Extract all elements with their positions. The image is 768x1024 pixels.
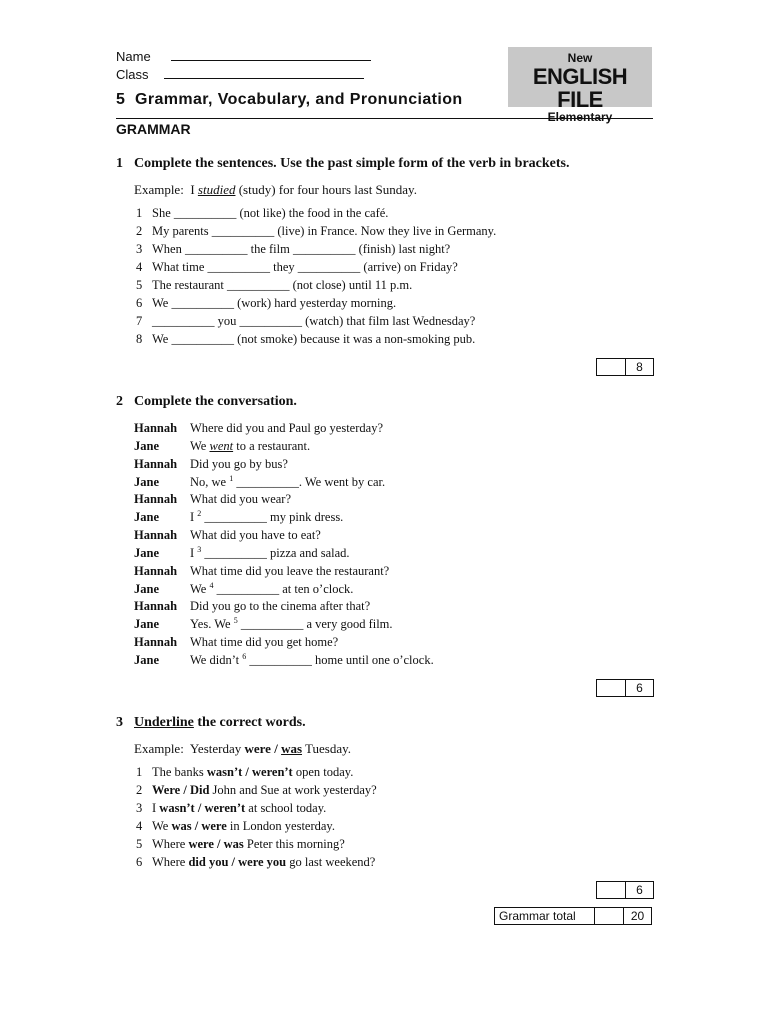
- gap-number: 4: [209, 580, 214, 590]
- ex3-score-max: 6: [636, 883, 643, 897]
- speaker-name: Hannah: [134, 456, 178, 471]
- line-text: [190, 475, 385, 489]
- speaker-name: Hannah: [134, 635, 178, 650]
- word-choices[interactable]: was / were: [171, 819, 227, 833]
- line-pre: We: [190, 438, 210, 453]
- item-text: __________ you __________ (watch) that film last Wednesday?: [152, 314, 476, 328]
- item-text: What time __________ they __________ (arrive) on Friday?: [152, 260, 458, 274]
- line-text: [190, 546, 350, 560]
- line-text: [190, 528, 321, 542]
- line-text: [190, 421, 383, 435]
- ex1-item[interactable]: [136, 242, 496, 260]
- item-post: go last weekend?: [286, 855, 376, 869]
- gap-number: 6: [242, 651, 247, 661]
- item-text: She __________ (not like) the food in the café.: [152, 206, 389, 220]
- item-text: When __________ the film __________ (finish) last night?: [152, 242, 451, 256]
- conversation: [134, 419, 434, 669]
- item-number: 1: [136, 765, 143, 779]
- item-number: 6: [136, 296, 143, 310]
- word-choices[interactable]: wasn’t / weren’t: [206, 765, 293, 779]
- item-post: at school today.: [245, 801, 327, 815]
- line-text: [190, 457, 288, 471]
- line-text: [190, 617, 393, 631]
- conversation-line[interactable]: [134, 508, 434, 526]
- line-pre: What did you wear?: [190, 492, 292, 507]
- item-text: My parents __________ (live) in France. Now they live in Germany.: [152, 224, 497, 238]
- ex3-score-entry[interactable]: [597, 882, 626, 898]
- gap-number: 2: [197, 509, 202, 519]
- line-pre: I: [190, 545, 198, 560]
- speaker-name: Jane: [134, 581, 159, 596]
- logo-main: ENGLISH FILE: [532, 64, 628, 112]
- name-field[interactable]: [171, 49, 371, 61]
- speaker-name: Hannah: [134, 528, 178, 543]
- item-number: 6: [136, 855, 143, 869]
- ex3-item[interactable]: [136, 837, 377, 855]
- item-number: 1: [136, 206, 143, 220]
- item-pre: We: [152, 819, 172, 833]
- logo-top: New: [567, 51, 593, 65]
- name-row: [116, 49, 371, 64]
- gap-number: 3: [197, 544, 202, 554]
- ex3-example-option-a: were /: [244, 741, 282, 756]
- line-pre: We: [190, 581, 210, 596]
- line-pre: Did you go by bus?: [190, 456, 288, 471]
- ex1-item[interactable]: [136, 296, 496, 314]
- ex3-item[interactable]: [136, 783, 377, 801]
- ex1-heading: [116, 156, 569, 172]
- ex3-item[interactable]: [136, 765, 377, 783]
- ex1-item[interactable]: [136, 224, 496, 242]
- item-post: John and Sue at work yesterday?: [209, 783, 377, 797]
- conversation-line[interactable]: [134, 651, 434, 669]
- line-text: [190, 564, 389, 578]
- item-pre: Where: [152, 837, 189, 851]
- ex3-item[interactable]: [136, 819, 377, 837]
- ex3-example-option-b: was: [281, 741, 303, 756]
- ex1-item[interactable]: [136, 278, 496, 296]
- gap-number: 5: [233, 616, 238, 626]
- ex2-heading: [116, 394, 297, 410]
- ex1-example-pre: Example: I: [134, 182, 198, 197]
- ex3-item[interactable]: [136, 855, 377, 873]
- ex1-score-max: 8: [636, 360, 643, 374]
- item-text: The restaurant __________ (not close) until 11 p.m.: [152, 278, 413, 292]
- line-pre: What time did you get home?: [190, 635, 339, 650]
- ex1-number: 1: [116, 156, 123, 171]
- ex3-score-box: [596, 881, 654, 899]
- ex1-item[interactable]: [136, 260, 496, 278]
- ex2-score-box: [596, 679, 654, 697]
- item-number: 3: [136, 242, 143, 256]
- speaker-name: Jane: [134, 474, 159, 489]
- line-text: [190, 635, 338, 649]
- ex2-instruction: Complete the conversation.: [134, 394, 297, 409]
- item-post: in London yesterday.: [226, 819, 335, 833]
- speaker-name: Jane: [134, 652, 159, 667]
- line-text: [190, 510, 343, 524]
- item-number: 4: [136, 819, 143, 833]
- item-number: 8: [136, 332, 143, 346]
- ex1-item[interactable]: [136, 206, 496, 224]
- ex1-item[interactable]: [136, 332, 496, 350]
- line-text: [190, 439, 310, 453]
- line-pre: We didn’t: [190, 652, 243, 667]
- speaker-name: Hannah: [134, 563, 178, 578]
- speaker-name: Hannah: [134, 599, 178, 614]
- grammar-total-label: Grammar total: [495, 908, 595, 924]
- grammar-total-max: 20: [630, 909, 645, 923]
- line-text: [190, 492, 291, 506]
- conversation-line[interactable]: [134, 633, 434, 651]
- line-text: [190, 582, 353, 596]
- class-row: [116, 67, 364, 82]
- line-pre: What did you have to eat?: [190, 528, 321, 543]
- grammar-total-entry[interactable]: [595, 908, 624, 924]
- line-pre: Where did you and Paul go yesterday?: [190, 421, 383, 435]
- ex1-score-box: [596, 358, 654, 376]
- ex2-score-max: 6: [636, 681, 643, 695]
- conversation-line[interactable]: [134, 490, 434, 508]
- ex1-item[interactable]: [136, 314, 496, 332]
- ex3-number: 3: [116, 715, 123, 730]
- speaker-name: Hannah: [134, 421, 178, 435]
- gap-number: 1: [229, 473, 234, 483]
- conversation-line[interactable]: [134, 526, 434, 544]
- item-number: 4: [136, 260, 143, 274]
- line-pre: What time did you leave the restaurant?: [190, 563, 390, 578]
- conversation-line[interactable]: [134, 437, 434, 455]
- conversation-line[interactable]: [134, 419, 434, 437]
- ex1-example: [134, 182, 417, 198]
- speaker-name: Jane: [134, 510, 159, 525]
- speaker-name: Jane: [134, 617, 159, 632]
- ex3-instruction-underlined: Underline: [134, 715, 194, 730]
- ex2-number: 2: [116, 394, 123, 409]
- ex1-example-post: (study) for four hours last Sunday.: [235, 182, 417, 197]
- conversation-line[interactable]: [134, 615, 434, 633]
- word-choices[interactable]: wasn’t / weren’t: [159, 801, 246, 815]
- page-title: 5 Grammar, Vocabulary, and Pronunciation: [116, 91, 463, 108]
- speaker-name: Jane: [134, 545, 159, 560]
- item-number: 7: [136, 314, 143, 328]
- item-pre: Where: [152, 855, 189, 869]
- ex3-heading: [116, 715, 306, 731]
- logo-sub: Elementary: [547, 110, 613, 124]
- item-number: 5: [136, 837, 143, 851]
- line-post: __________ pizza and salad.: [201, 545, 350, 560]
- speaker-name: Hannah: [134, 492, 178, 507]
- item-number: 2: [136, 783, 143, 797]
- ex1-instruction: Complete the sentences. Use the past simple form of the verb in brackets.: [134, 156, 570, 171]
- class-field[interactable]: [164, 67, 364, 79]
- line-post: __________ a very good film.: [237, 617, 393, 632]
- item-text: We __________ (work) hard yesterday morning.: [152, 296, 397, 310]
- ex3-example-post: Tuesday.: [302, 741, 352, 756]
- ex1-example-answer: studied: [197, 182, 236, 197]
- line-pre: I: [190, 510, 198, 525]
- line-post: __________ my pink dress.: [201, 510, 344, 525]
- line-text: [190, 653, 434, 667]
- line-text: [190, 599, 370, 613]
- item-text: We __________ (not smoke) because it was a non-smoking pub.: [152, 332, 476, 346]
- ex3-example: [134, 741, 351, 757]
- speaker-name: Jane: [134, 438, 159, 453]
- grammar-total-box: [494, 907, 652, 925]
- ex3-instruction: the correct words.: [193, 715, 306, 730]
- conversation-line[interactable]: [134, 473, 434, 491]
- word-choices[interactable]: did you / were you: [188, 855, 287, 869]
- class-label: Class: [116, 67, 149, 82]
- ex1-items: [136, 206, 496, 350]
- conversation-line[interactable]: [134, 544, 434, 562]
- line-example-answer: went: [209, 438, 234, 453]
- line-post: to a restaurant.: [233, 438, 311, 453]
- line-pre: Did you go to the cinema after that?: [190, 599, 371, 614]
- ex3-example-pre: Example: Yesterday: [134, 741, 245, 756]
- line-pre: Yes. We: [190, 617, 234, 632]
- conversation-line[interactable]: [134, 562, 434, 580]
- line-post: __________. We went by car.: [233, 474, 386, 489]
- conversation-line[interactable]: [134, 580, 434, 598]
- conversation-line[interactable]: [134, 455, 434, 473]
- item-number: 3: [136, 801, 143, 815]
- title-divider: [116, 118, 653, 119]
- word-choices[interactable]: Were / Did: [152, 783, 210, 797]
- line-post: __________ at ten o’clock.: [213, 581, 354, 596]
- name-label: Name: [116, 49, 151, 64]
- ex3-item[interactable]: [136, 801, 377, 819]
- item-number: 5: [136, 278, 143, 292]
- ex2-score-entry[interactable]: [597, 680, 626, 696]
- word-choices[interactable]: were / was: [188, 837, 244, 851]
- item-pre: The banks: [152, 765, 207, 779]
- conversation-line[interactable]: [134, 597, 434, 615]
- ex1-score-entry[interactable]: [597, 359, 626, 375]
- item-number: 2: [136, 224, 143, 238]
- line-pre: No, we: [190, 474, 230, 489]
- english-file-logo: [508, 47, 652, 124]
- ex3-items: [136, 765, 377, 873]
- item-post: open today.: [292, 765, 354, 779]
- item-pre: I: [152, 801, 160, 815]
- line-post: __________ home until one o’clock.: [246, 652, 434, 667]
- section-heading: GRAMMAR: [116, 121, 191, 137]
- item-post: Peter this morning?: [243, 837, 345, 851]
